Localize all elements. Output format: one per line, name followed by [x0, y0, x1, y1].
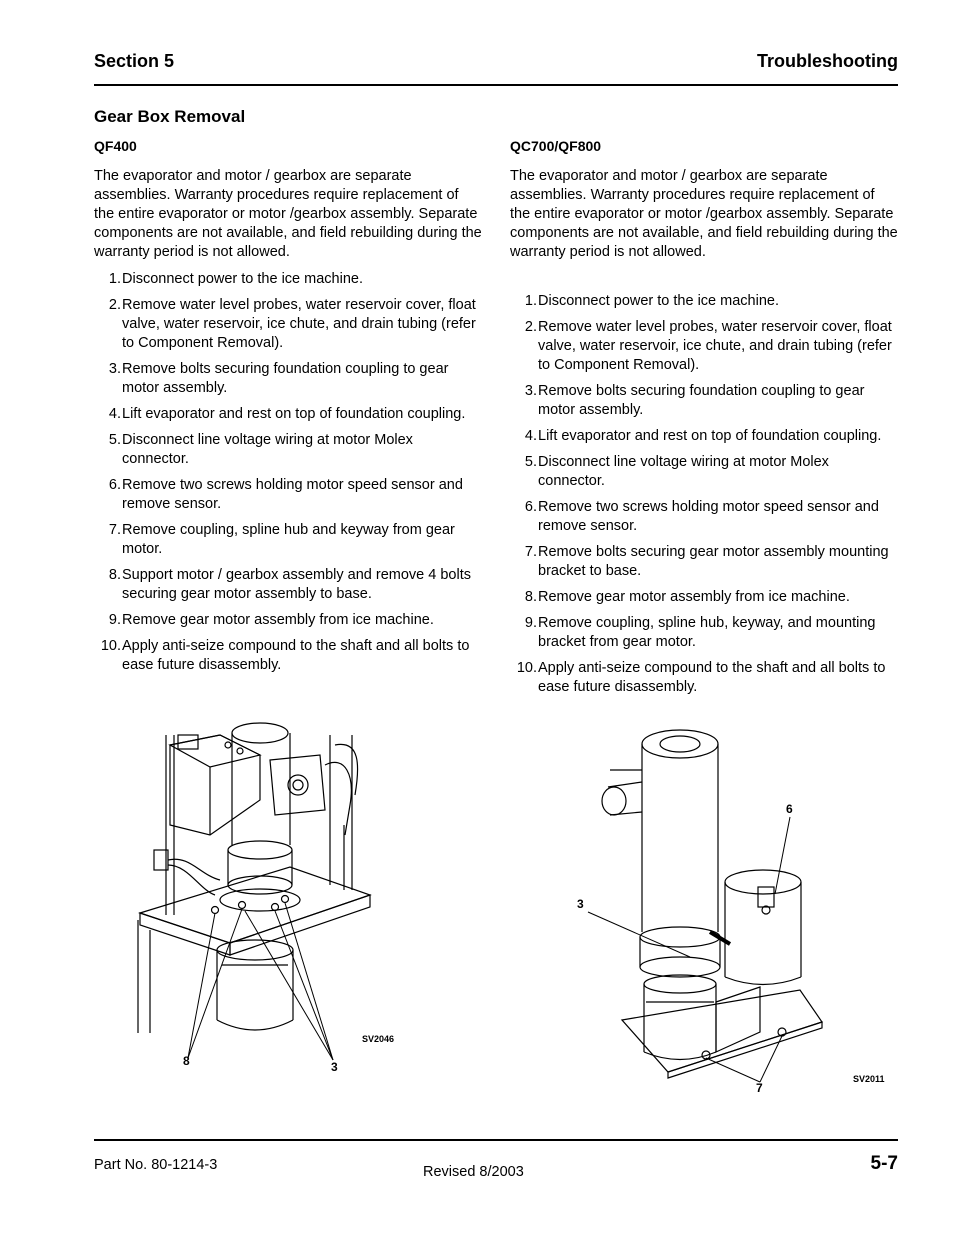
list-item — [94, 360, 482, 398]
step-text: Remove bolts securing foundation coupling to gear motor assembly. — [122, 361, 449, 396]
qf400-heading: QF400 — [94, 138, 137, 154]
evaporator-top — [232, 723, 288, 743]
list-item — [510, 453, 898, 491]
qc700-qf800-figure — [570, 722, 885, 1102]
list-item — [510, 318, 898, 375]
qc700-qf800-heading: QC700/QF800 — [510, 138, 602, 154]
step-text: Remove gear motor assembly from ice machine. — [122, 612, 434, 628]
mounting-bracket — [716, 987, 760, 1052]
step-number: 8. — [108, 567, 121, 583]
evaporator-opening — [660, 736, 700, 752]
step-text: Remove two screws holding motor speed sensor and remove sensor. — [122, 477, 463, 512]
step-number: 2. — [108, 297, 121, 313]
bolt — [272, 904, 279, 911]
list-item — [94, 296, 482, 353]
callout-line — [245, 911, 333, 1060]
outlet-port — [602, 787, 626, 815]
revision-date: Revised 8/2003 — [423, 1164, 524, 1180]
list-item — [94, 566, 482, 604]
motor-top — [725, 870, 801, 894]
callout-line — [760, 1036, 782, 1082]
wire — [168, 865, 215, 895]
callout-label: 3 — [331, 1060, 338, 1074]
step-number: 10. — [100, 638, 121, 654]
qc700-qf800-intro: The evaporator and motor / gearbox are separate assemblies. Warranty procedures require replacement of the entire evaporator or motor /gearbox assembly. Separate components are not available, and field rebuilding during the warranty period is not allowed. — [510, 168, 898, 260]
bolt — [239, 902, 246, 909]
step-text: Disconnect line voltage wiring at motor Molex connector. — [122, 432, 413, 467]
ice-chute — [270, 755, 325, 815]
step-number: 5. — [108, 432, 121, 448]
list-item — [510, 292, 898, 311]
qf400-illustration — [130, 715, 420, 1080]
qf400-steps — [94, 270, 482, 675]
evaporator-top — [642, 730, 718, 758]
list-item — [510, 382, 898, 420]
callout-label: 3 — [577, 897, 584, 911]
chapter-label: Troubleshooting — [757, 51, 898, 71]
motor-bottom — [217, 1020, 293, 1030]
qc700-qf800-illustration — [570, 722, 885, 1102]
step-text: Remove coupling, spline hub, keyway, and mounting bracket from gear motor. — [538, 615, 876, 650]
motor-bottom — [725, 977, 801, 985]
gearbox-top — [644, 975, 716, 993]
list-item — [94, 270, 482, 289]
list-item — [94, 611, 482, 630]
callout-line — [188, 913, 215, 1058]
coupling-top — [228, 841, 292, 859]
bolt — [212, 907, 219, 914]
base-plate-edge — [668, 1022, 822, 1078]
step-text: Remove coupling, spline hub and keyway from gear motor. — [122, 522, 455, 557]
step-number: 9. — [524, 615, 537, 631]
step-text: Apply anti-seize compound to the shaft and all bolts to ease future disassembly. — [122, 638, 470, 673]
reservoir-cover — [170, 735, 260, 767]
step-number: 7. — [108, 522, 121, 538]
water-reservoir — [170, 735, 260, 835]
probe — [225, 742, 231, 748]
step-text: Disconnect power to the ice machine. — [538, 293, 779, 309]
step-text: Remove gear motor assembly from ice machine. — [538, 589, 850, 605]
qc700-qf800-column — [510, 137, 898, 704]
step-text: Apply anti-seize compound to the shaft and all bolts to ease future disassembly. — [538, 660, 886, 695]
bolt — [282, 896, 289, 903]
list-item — [510, 659, 898, 697]
base-plate-edge — [230, 895, 370, 955]
figure-code: SV2046 — [362, 1034, 395, 1044]
qf400-figure — [130, 715, 420, 1080]
step-text: Remove water level probes, water reservoir cover, float valve, water reservoir, ice chute, and drain tubing (refer to Component Removal). — [538, 319, 892, 373]
list-item — [510, 588, 898, 607]
step-text: Remove water level probes, water reservoir cover, float valve, water reservoir, ice chute, and drain tubing (refer to Component Removal). — [122, 297, 476, 351]
step-number: 8. — [524, 589, 537, 605]
step-number: 10. — [516, 660, 537, 676]
list-item — [94, 521, 482, 559]
qc700-qf800-steps — [510, 292, 898, 697]
list-item — [94, 405, 482, 424]
callout-line — [775, 817, 790, 894]
callout-label: 8 — [183, 1054, 190, 1068]
qf400-intro: The evaporator and motor / gearbox are separate assemblies. Warranty procedures require replacement of the entire evaporator or motor /gearbox assembly. Separate components are not available, and field rebuilding during the warranty period is not allowed. — [94, 168, 482, 260]
probe — [237, 748, 243, 754]
callout-label: 7 — [756, 1081, 763, 1095]
step-number: 3. — [108, 361, 121, 377]
step-text: Remove two screws holding motor speed sensor and remove sensor. — [538, 499, 879, 534]
list-item — [94, 476, 482, 514]
chute-port-inner — [293, 780, 303, 790]
callout-line — [706, 1058, 760, 1082]
drain-tube — [325, 762, 351, 835]
callout-line — [588, 912, 690, 957]
list-item — [94, 431, 482, 469]
section-label: Section 5 — [94, 51, 175, 71]
step-text: Disconnect power to the ice machine. — [122, 271, 363, 287]
list-item — [510, 498, 898, 536]
part-number: Part No. 80-1214-3 — [94, 1157, 218, 1173]
step-number: 9. — [108, 612, 121, 628]
step-text: Remove bolts securing foundation coupling to gear motor assembly. — [538, 383, 865, 418]
step-text: Lift evaporator and rest on top of foundation coupling. — [538, 428, 882, 444]
step-number: 7. — [524, 544, 537, 560]
speed-sensor — [758, 887, 774, 907]
coupling-top — [640, 927, 720, 947]
step-number: 6. — [524, 499, 537, 515]
step-number: 1. — [108, 271, 121, 287]
coupling-bottom — [640, 957, 720, 977]
step-text: Remove bolts securing gear motor assembly mounting bracket to base. — [538, 544, 889, 579]
step-number: 5. — [524, 454, 537, 470]
list-item — [510, 543, 898, 581]
step-text: Disconnect line voltage wiring at motor Molex connector. — [538, 454, 829, 489]
page-number: 5-7 — [870, 1153, 898, 1174]
step-number: 4. — [108, 406, 121, 422]
motor-top — [217, 940, 293, 960]
step-number: 4. — [524, 428, 537, 444]
list-item — [94, 637, 482, 675]
step-text: Lift evaporator and rest on top of foundation coupling. — [122, 406, 466, 422]
step-number: 1. — [524, 293, 537, 309]
list-item — [510, 614, 898, 652]
figure-code: SV2011 — [853, 1074, 885, 1084]
step-text: Support motor / gearbox assembly and remove 4 bolts securing gear motor assembly to base. — [122, 567, 471, 602]
base-plate-edge — [140, 913, 230, 955]
wire — [168, 859, 220, 880]
step-number: 6. — [108, 477, 121, 493]
qf400-column — [94, 137, 482, 682]
chute-port — [288, 775, 308, 795]
callout-label: 6 — [786, 802, 793, 816]
step-number: 2. — [524, 319, 537, 335]
page-title: Gear Box Removal — [94, 107, 246, 126]
callout-line — [275, 911, 333, 1060]
footer-rule — [94, 1139, 898, 1141]
header-rule — [94, 84, 898, 86]
list-item — [510, 427, 898, 446]
step-number: 3. — [524, 383, 537, 399]
callout-line — [285, 903, 333, 1060]
